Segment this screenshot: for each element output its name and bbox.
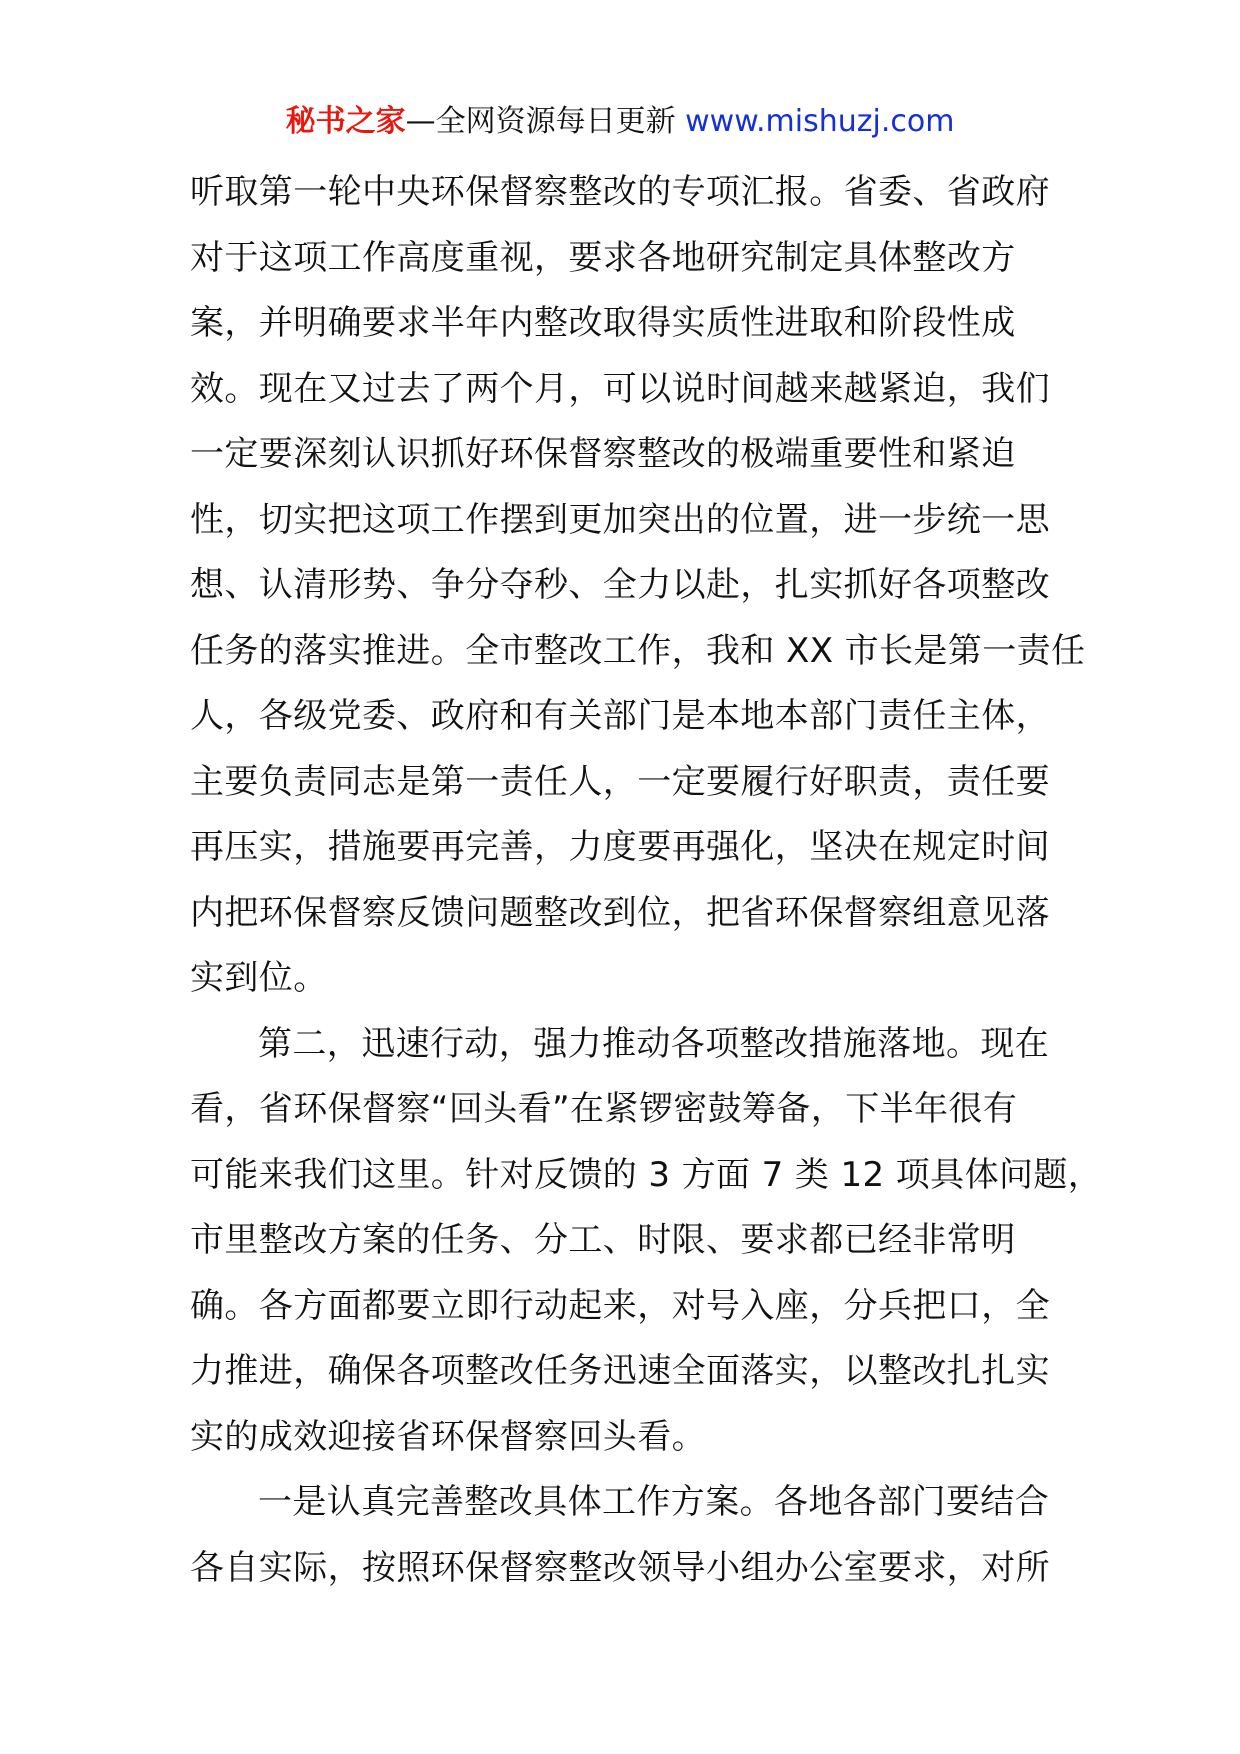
text-line: 各自实际，按照环保督察整改领导小组办公室要求，对所 — [190, 1547, 1050, 1588]
text-line: 再压实，措施要再完善，力度要再强化，坚决在规定时间 — [190, 827, 1050, 867]
text-line: 一定要深刻认识抓好环保督察整改的极端重要性和紧迫 — [190, 434, 1016, 474]
text-line: 人，各级党委、政府和有关部门是本地本部门责任主体， — [190, 696, 1050, 736]
text-line: 听取第一轮中央环保督察整改的专项汇报。省委、省政府 — [190, 172, 1050, 212]
paragraph-start-line — [190, 1012, 1070, 1078]
header-tagline: —全网资源每日更新 — [405, 104, 686, 139]
website-link[interactable]: www.mishuzj.com — [685, 104, 955, 139]
text-line: 案，并明确要求半年内整改取得实质性进取和阶段性成 — [190, 303, 1016, 343]
text-line: 市里整改方案的任务、分工、时限、要求都已经非常明 — [190, 1220, 1016, 1260]
watermark-header — [0, 100, 1240, 144]
text-line: 实到位。 — [190, 958, 328, 998]
document-body — [190, 160, 1103, 1601]
text-line: 任务的落实推进。全市整改工作，我和 XX 市长是第一责任 — [190, 630, 1086, 671]
brand-name: 秘书之家 — [285, 104, 406, 139]
text-line: 对于这项工作高度重视，要求各地研究制定具体整改方 — [190, 237, 1016, 278]
text-line: 看，省环保督察“回头看”在紧锣密鼓筹备，下半年很有 — [190, 1089, 1018, 1129]
text-line: 一是认真完善整改具体工作方案。各地各部门要结合 — [258, 1482, 1050, 1522]
text-line: 内把环保督察反馈问题整改到位，把省环保督察组意见落 — [190, 892, 1050, 933]
text-line: 性，切实把这项工作摆到更加突出的位置，进一步统一思 — [190, 499, 1050, 540]
text-line: 想、认清形势、争分夺秒、全力以赴，扎实抓好各项整改 — [190, 565, 1050, 605]
text-line: 主要负责同志是第一责任人，一定要履行好职责，责任要 — [190, 761, 1050, 802]
text-line: 力推进，确保各项整改任务迅速全面落实，以整改扎扎实 — [190, 1351, 1050, 1391]
text-line: 可能来我们这里。针对反馈的 3 方面 7 类 12 项具体问题， — [190, 1154, 1103, 1195]
text-line: 效。现在又过去了两个月，可以说时间越来越紧迫，我们 — [190, 368, 1050, 409]
text-line: 实的成效迎接省环保督察回头看。 — [190, 1416, 706, 1457]
text-line: 确。各方面都要立即行动起来，对号入座，分兵把口，全 — [190, 1285, 1050, 1326]
paragraph-start-line — [190, 1470, 1070, 1536]
text-line: 第二，迅速行动，强力推动各项整改措施落地。现在 — [258, 1023, 1050, 1064]
